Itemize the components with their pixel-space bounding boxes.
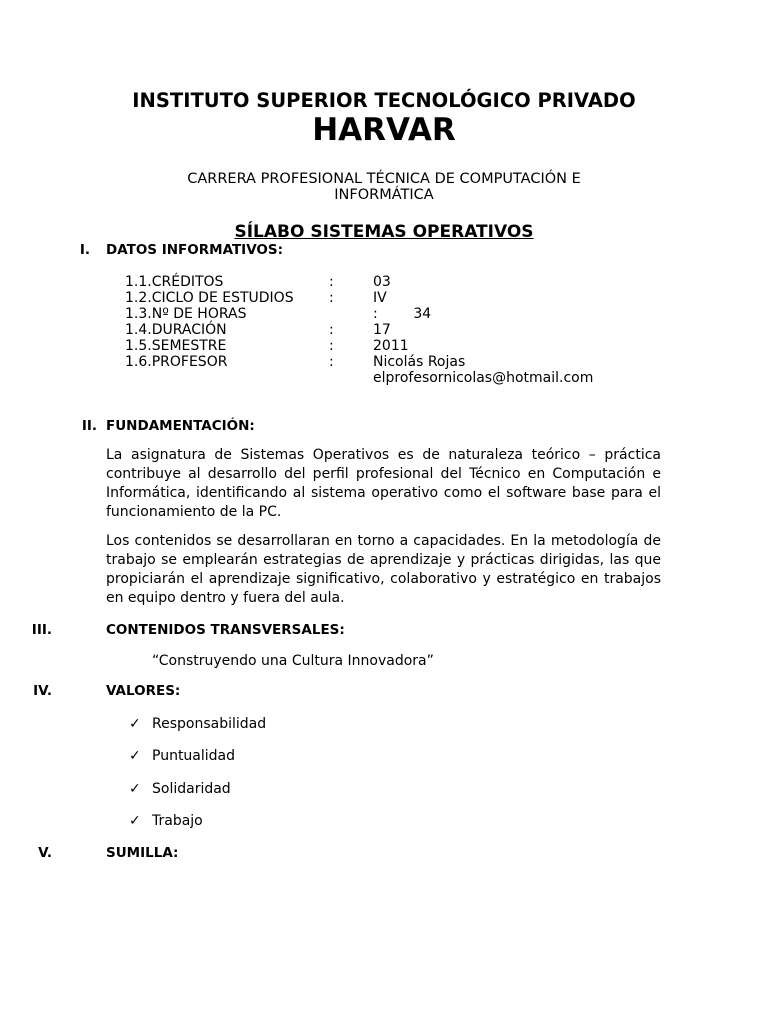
section-3-title: CONTENIDOS TRANSVERSALES: — [106, 622, 345, 638]
info-value: 03 — [373, 274, 391, 290]
section-2-number: II. — [81, 418, 97, 434]
section-4-title: VALORES: — [106, 683, 181, 699]
info-sep: : — [329, 338, 334, 354]
section-1-number: I. — [79, 242, 90, 258]
value-item — [129, 781, 231, 797]
syllabus-title — [0, 222, 768, 242]
info-value: IV — [373, 290, 387, 306]
section-1-title: DATOS INFORMATIVOS: — [106, 242, 284, 258]
syllabus-title-text: SÍLABO SISTEMAS OPERATIVOS — [234, 222, 534, 242]
value-label: Puntualidad — [152, 748, 236, 764]
institution-title: INSTITUTO SUPERIOR TECNOLÓGICO PRIVADO — [132, 89, 636, 112]
check-icon: ✓ — [129, 813, 141, 829]
career-title: CARRERA PROFESIONAL TÉCNICA DE COMPUTACIÓN E INFORMÁTICA — [187, 171, 581, 203]
info-table — [125, 274, 625, 394]
transversal-content: “Construyendo una Cultura Innovadora” — [152, 653, 434, 669]
info-value: : 34 — [373, 306, 432, 322]
value-label: Responsabilidad — [152, 716, 267, 732]
info-value: 2011 — [373, 338, 409, 354]
check-icon: ✓ — [129, 716, 141, 732]
check-icon: ✓ — [129, 748, 141, 764]
info-label: 1.3.Nº DE HORAS — [125, 306, 247, 322]
value-item — [129, 813, 203, 829]
info-label: 1.2.CICLO DE ESTUDIOS — [125, 290, 294, 306]
info-label: 1.5.SEMESTRE — [125, 338, 227, 354]
info-value: 17 — [373, 322, 391, 338]
section-2-title: FUNDAMENTACIÓN: — [106, 418, 255, 434]
info-row — [125, 338, 226, 354]
info-row — [125, 322, 227, 338]
value-item — [129, 716, 266, 732]
info-sep: : — [329, 274, 334, 290]
school-name: HARVAR — [312, 112, 456, 148]
section-5-number: V. — [38, 845, 52, 861]
info-sep: : — [329, 290, 334, 306]
info-sep: : — [329, 322, 334, 338]
section-4-number: IV. — [33, 683, 52, 699]
value-item — [129, 748, 235, 764]
info-value: Nicolás Rojas — [373, 354, 466, 370]
section-3-number: III. — [31, 622, 52, 638]
value-label: Trabajo — [152, 813, 203, 829]
fundamentacion-paragraph-2: Los contenidos se desarrollaran en torno a capacidades. En la metodología de trabajo se emplearán estrategias de aprendizaje y prácticas dirigidas, las que propiciarán el aprendizaje significativo, colaborativo y estratégico en trabajos en equipo dentro y fuera del aula. — [106, 533, 661, 606]
info-sep: : — [329, 354, 334, 370]
profesor-email: elprofesornicolas@hotmail.com — [373, 370, 594, 386]
info-row — [125, 354, 227, 370]
check-icon: ✓ — [129, 781, 141, 797]
info-row — [125, 306, 246, 322]
fundamentacion-paragraph-1: La asignatura de Sistemas Operativos es de naturaleza teórico – práctica contribuye al desarrollo del perfil profesional del Técnico en Computación e Informática, identificando al sistema operativo como el software base para el funcionamiento de la PC. — [106, 447, 661, 520]
section-5-title: SUMILLA: — [106, 845, 179, 861]
info-row — [125, 290, 294, 306]
value-label: Solidaridad — [152, 781, 231, 797]
info-row — [125, 274, 223, 290]
info-label: 1.6.PROFESOR — [125, 354, 228, 370]
info-label: 1.1.CRÉDITOS — [125, 274, 224, 290]
info-label: 1.4.DURACIÓN — [125, 322, 227, 338]
